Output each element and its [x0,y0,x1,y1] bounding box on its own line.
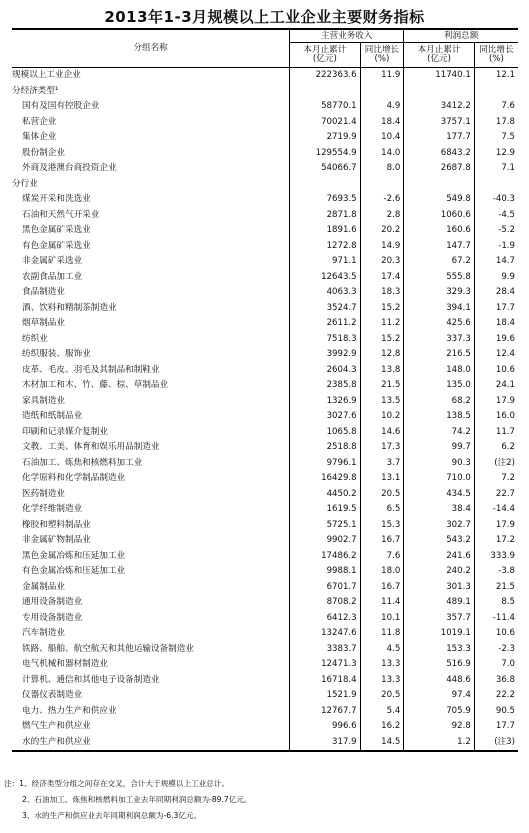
profit-growth-cell: 17.7 [474,301,518,317]
revenue-growth-cell: 17.3 [360,440,404,456]
table-row [12,161,518,177]
row-name-cell: 木材加工和木、竹、藤、棕、草制品业 [22,380,169,391]
profit-growth-cell: 10.6 [474,363,518,379]
table-row [12,564,518,580]
profit-cum-cell: 710.0 [404,471,475,487]
profit-growth-header [474,43,518,68]
row-name-cell: 文教、工美、体育和娱乐用品制造业 [22,442,160,453]
profit-cum-cell: 6843.2 [404,146,475,162]
profit-cum-cell: 1019.1 [404,626,475,642]
revenue-cum-cell: 13247.6 [290,626,361,642]
revenue-cum-cell [290,84,361,100]
revenue-growth-cell: 13.8 [360,363,404,379]
revenue-cum-cell: 5725.1 [290,518,361,534]
row-name-cell: 医药制造业 [22,488,65,499]
profit-growth-cell: 19.6 [474,332,518,348]
row-name-cell: 纺织业 [22,333,48,344]
revenue-cum-cell: 222363.6 [290,68,361,84]
profit-growth-cell: 333.9 [474,549,518,565]
revenue-growth-cell: 18.0 [360,564,404,580]
table-row [12,270,518,286]
revenue-growth-cell: 11.4 [360,595,404,611]
revenue-growth-header [360,43,404,68]
profit-cum-cell: 516.9 [404,657,475,673]
profit-cum-cell: 434.5 [404,487,475,503]
profit-growth-cell: 7.0 [474,657,518,673]
revenue-cum-cell: 70021.4 [290,115,361,131]
revenue-growth-cell: 15.2 [360,301,404,317]
profit-growth-cell: 36.8 [474,673,518,689]
row-name-cell: 股份制企业 [22,147,65,158]
row-name-cell: 分经济类型¹ [12,85,59,96]
revenue-cum-cell: 54066.7 [290,161,361,177]
footnotes [4,776,524,824]
revenue-growth-cell: 6.5 [360,502,404,518]
profit-growth-cell: 17.9 [474,394,518,410]
revenue-cum-cell: 12767.7 [290,704,361,720]
table-row [12,580,518,596]
row-name-cell: 燃气生产和供应业 [22,721,91,732]
revenue-cum-cell: 129554.9 [290,146,361,162]
revenue-growth-cell: 4.9 [360,99,404,115]
revenue-cum-cell: 2604.3 [290,363,361,379]
table-row [12,487,518,503]
revenue-growth-cell: 4.5 [360,642,404,658]
profit-cum-cell: 74.2 [404,425,475,441]
profit-cum-header [404,43,475,68]
revenue-cum-cell: 8708.2 [290,595,361,611]
revenue-cum-cell: 1065.8 [290,425,361,441]
profit-cum-cell: 241.6 [404,549,475,565]
table-row [12,316,518,332]
row-name-cell: 皮革、毛皮、羽毛及其制品和制鞋业 [22,364,160,375]
profit-growth-cell: 8.5 [474,595,518,611]
table-row [12,254,518,270]
profit-growth-cell: 90.5 [474,704,518,720]
table-row [12,673,518,689]
row-name-cell: 石油和天然气开采业 [22,209,100,220]
table-row [12,456,518,472]
table-row [12,146,518,162]
table-row [12,719,518,735]
revenue-growth-cell: 12.8 [360,347,404,363]
row-name-cell: 仪器仪表制造业 [22,690,83,701]
cum-label-line1: 本月止累计 [303,45,347,56]
profit-cum-cell: 302.7 [404,518,475,534]
revenue-growth-cell: 10.1 [360,611,404,627]
revenue-cum-cell: 2518.8 [290,440,361,456]
table-row [12,347,518,363]
profit-cum-cell: 92.8 [404,719,475,735]
revenue-cum-cell: 3524.7 [290,301,361,317]
table-row [12,301,518,317]
revenue-growth-cell: 14.0 [360,146,404,162]
revenue-cum-cell: 7693.5 [290,192,361,208]
row-name-cell: 家具制造业 [22,395,65,406]
footnote-2: 2、石油加工、炼焦和核燃料加工业去年同期利润总额为-89.7亿元。 [22,795,252,804]
profit-growth-cell: 22.7 [474,487,518,503]
revenue-growth-cell: 5.4 [360,704,404,720]
table-row [12,177,518,193]
revenue-growth-cell: 8.0 [360,161,404,177]
profit-growth-cell: -2.3 [474,642,518,658]
revenue-growth-cell: 13.5 [360,394,404,410]
revenue-growth-cell [360,84,404,100]
row-name-cell: 非金属矿物制品业 [22,535,91,546]
table-row [12,208,518,224]
footnote-1: 注：1、经济类型分组之间存在交叉，合计大于规模以上工业总计。 [4,779,230,788]
revenue-group-header: 主营业务收入 [290,29,404,43]
table-row [12,518,518,534]
profit-cum-cell: 425.6 [404,316,475,332]
profit-group-header: 利润总额 [404,29,518,43]
revenue-cum-cell: 1891.6 [290,223,361,239]
row-name-cell: 造纸和纸制品业 [22,411,83,422]
row-name-cell: 水的生产和供应业 [12,735,290,752]
row-name-cell: 印刷和记录媒介复制业 [22,426,108,437]
profit-cum-cell [404,177,475,193]
group-name-header: 分组名称 [12,29,290,68]
profit-cum-cell: 394.1 [404,301,475,317]
profit-cum-cell: 68.2 [404,394,475,410]
profit-growth-cell [474,177,518,193]
revenue-cum-cell: 1272.8 [290,239,361,255]
profit-growth-cell: 6.2 [474,440,518,456]
row-name-cell: 电力、热力生产和供应业 [22,705,117,716]
revenue-cum-cell: 1619.5 [290,502,361,518]
revenue-cum-cell: 1521.9 [290,688,361,704]
revenue-growth-cell: 11.9 [360,68,404,84]
revenue-cum-cell: 2611.2 [290,316,361,332]
profit-growth-cell: 7.5 [474,130,518,146]
table-row [12,611,518,627]
profit-cum-cell: 555.8 [404,270,475,286]
profit-cum-cell: 240.2 [404,564,475,580]
profit-cum-cell: 3757.1 [404,115,475,131]
revenue-growth-cell: 13.3 [360,657,404,673]
revenue-growth-cell: 10.2 [360,409,404,425]
profit-cum-cell: 216.5 [404,347,475,363]
table-row [12,363,518,379]
row-name-cell: 非金属矿采选业 [22,256,83,267]
revenue-cum-cell: 2871.8 [290,208,361,224]
revenue-growth-cell: 18.4 [360,115,404,131]
row-name-cell: 橡胶和塑料制品业 [22,519,91,530]
revenue-cum-cell: 317.9 [290,735,361,752]
profit-growth-cell: 7.1 [474,161,518,177]
profit-growth-cell: 7.2 [474,471,518,487]
table-row [12,99,518,115]
table-row [12,549,518,565]
profit-growth-cell: 17.9 [474,518,518,534]
table-row [12,502,518,518]
revenue-cum-cell: 1326.9 [290,394,361,410]
row-name-cell: 通用设备制造业 [22,597,83,608]
table-row [12,704,518,720]
table-row [12,378,518,394]
row-name-cell: 电气机械和器材制造业 [22,659,108,670]
profit-growth-cell: 22.2 [474,688,518,704]
table-body [12,68,518,752]
footnote-3: 3、水的生产和供应业去年同期利润总额为-6.3亿元。 [22,811,202,820]
revenue-growth-cell: 11.8 [360,626,404,642]
profit-cum-cell: 90.3 [404,456,475,472]
revenue-cum-cell: 996.6 [290,719,361,735]
revenue-cum-cell: 9796.1 [290,456,361,472]
revenue-growth-cell: 20.3 [360,254,404,270]
revenue-cum-cell: 6701.7 [290,580,361,596]
table-row [12,626,518,642]
table-row [12,394,518,410]
table-row [12,68,518,84]
row-name-cell: 汽车制造业 [22,628,65,639]
revenue-growth-cell: 3.7 [360,456,404,472]
revenue-growth-cell: 2.8 [360,208,404,224]
row-name-cell: 规模以上工业企业 [12,70,81,81]
table-row [12,471,518,487]
growth-label-line1: 同比增长 [479,45,514,56]
financial-indicators-table [12,28,518,752]
revenue-cum-cell: 2719.9 [290,130,361,146]
profit-growth-cell: 24.1 [474,378,518,394]
revenue-growth-cell: 15.2 [360,332,404,348]
profit-cum-cell: 329.3 [404,285,475,301]
table-row [12,285,518,301]
profit-cum-cell: 38.4 [404,502,475,518]
profit-growth-cell: 10.6 [474,626,518,642]
profit-growth-cell: 12.9 [474,146,518,162]
row-name-cell: 石油加工、炼焦和核燃料加工业 [22,457,143,468]
revenue-growth-cell: 14.9 [360,239,404,255]
profit-cum-cell: 160.6 [404,223,475,239]
profit-cum-cell: 448.6 [404,673,475,689]
row-name-cell: 专用设备制造业 [22,612,83,623]
revenue-cum-cell: 12471.3 [290,657,361,673]
table-row [12,425,518,441]
revenue-cum-cell: 971.1 [290,254,361,270]
table-row [12,440,518,456]
table-row [12,688,518,704]
table-row [12,735,518,752]
profit-growth-cell: -14.4 [474,502,518,518]
revenue-cum-cell: 58770.1 [290,99,361,115]
profit-cum-cell: 67.2 [404,254,475,270]
profit-growth-cell [474,84,518,100]
profit-cum-cell: 177.7 [404,130,475,146]
profit-growth-cell: -40.3 [474,192,518,208]
profit-growth-cell: 17.8 [474,115,518,131]
profit-growth-cell: 28.4 [474,285,518,301]
profit-cum-cell: 138.5 [404,409,475,425]
profit-cum-cell: 337.3 [404,332,475,348]
revenue-cum-cell: 12643.5 [290,270,361,286]
table-row [12,192,518,208]
table-row [12,533,518,549]
row-name-cell: 烟草制品业 [22,318,65,329]
table-row [12,223,518,239]
row-name-cell: 国有及国有控股企业 [22,101,100,112]
profit-growth-cell: -3.8 [474,564,518,580]
revenue-cum-cell: 17486.2 [290,549,361,565]
revenue-growth-cell: 17.4 [360,270,404,286]
table-row [12,130,518,146]
profit-growth-cell: 11.7 [474,425,518,441]
revenue-cum-cell: 4450.2 [290,487,361,503]
row-name-cell: 农副食品加工业 [22,271,83,282]
growth-label-line2: (%) [488,54,504,64]
revenue-growth-cell: 7.6 [360,549,404,565]
revenue-growth-cell [360,177,404,193]
profit-growth-cell: 12.1 [474,68,518,84]
row-name-cell: 计算机、通信和其他电子设备制造业 [22,674,160,685]
revenue-growth-cell: 21.5 [360,378,404,394]
revenue-cum-cell: 3383.7 [290,642,361,658]
page-title: 2013年1-3月规模以上工业企业主要财务指标 [104,8,425,26]
profit-cum-cell: 357.7 [404,611,475,627]
profit-growth-cell: -11.4 [474,611,518,627]
row-name-cell: 黑色金属矿采选业 [22,225,91,236]
revenue-growth-cell: 20.5 [360,688,404,704]
table-row [12,115,518,131]
revenue-cum-cell: 16718.4 [290,673,361,689]
profit-cum-cell: 2687.8 [404,161,475,177]
header-row-groups [12,29,518,43]
profit-cum-cell: 543.2 [404,533,475,549]
profit-cum-cell: 549.8 [404,192,475,208]
revenue-cum-cell: 7518.3 [290,332,361,348]
profit-growth-cell: 7.6 [474,99,518,115]
table-row [12,84,518,100]
profit-cum-cell: 301.3 [404,580,475,596]
row-name-cell: 有色金属冶炼和压延加工业 [22,566,126,577]
profit-growth-cell: 18.4 [474,316,518,332]
profit-cum-cell: 153.3 [404,642,475,658]
profit-growth-cell: -1.9 [474,239,518,255]
revenue-cum-cell: 16429.8 [290,471,361,487]
profit-cum-cell: 148.0 [404,363,475,379]
profit-growth-cell: 12.4 [474,347,518,363]
profit-growth-cell: (注2) [474,456,518,472]
profit-growth-cell: 17.2 [474,533,518,549]
table-row [12,657,518,673]
revenue-growth-cell: 13.1 [360,471,404,487]
revenue-growth-cell: 13.3 [360,673,404,689]
cum-label-line2: (亿元) [427,54,451,64]
revenue-growth-cell: 16.7 [360,580,404,596]
profit-cum-cell: 1060.6 [404,208,475,224]
revenue-cum-cell [290,177,361,193]
profit-cum-cell [404,84,475,100]
table-row [12,239,518,255]
row-name-cell: 集体企业 [22,132,57,143]
row-name-cell: 分行业 [12,178,38,189]
profit-growth-cell: 14.7 [474,254,518,270]
profit-growth-cell: 17.7 [474,719,518,735]
table-row [12,332,518,348]
row-name-cell: 铁路、船舶、航空航天和其他运输设备制造业 [22,643,194,654]
table-row [12,595,518,611]
revenue-cum-cell: 9902.7 [290,533,361,549]
profit-cum-cell: 11740.1 [404,68,475,84]
profit-growth-cell: -5.2 [474,223,518,239]
revenue-cum-cell: 9988.1 [290,564,361,580]
row-name-cell: 化学纤维制造业 [22,504,83,515]
row-name-cell: 食品制造业 [22,287,65,298]
profit-cum-cell: 3412.2 [404,99,475,115]
revenue-growth-cell: 14.6 [360,425,404,441]
profit-growth-cell: -4.5 [474,208,518,224]
revenue-growth-cell: 16.2 [360,719,404,735]
revenue-growth-cell: 20.2 [360,223,404,239]
growth-label-line1: 同比增长 [364,45,400,56]
revenue-cum-cell: 2385.8 [290,378,361,394]
profit-cum-cell: 705.9 [404,704,475,720]
revenue-growth-cell: 10.4 [360,130,404,146]
profit-growth-cell: 9.9 [474,270,518,286]
revenue-growth-cell: 11.2 [360,316,404,332]
row-name-cell: 黑色金属冶炼和压延加工业 [22,550,126,561]
profit-growth-cell: 16.0 [474,409,518,425]
profit-growth-cell: (注3) [474,735,518,752]
cum-label-line1: 本月止累计 [417,45,461,56]
cum-label-line2: (亿元) [312,54,337,64]
revenue-growth-cell: 18.3 [360,285,404,301]
row-name-cell: 外商及港澳台商投资企业 [22,163,117,174]
profit-growth-cell: 21.5 [474,580,518,596]
profit-cum-cell: 97.4 [404,688,475,704]
revenue-growth-cell: 15.3 [360,518,404,534]
revenue-growth-cell: -2.6 [360,192,404,208]
profit-cum-cell: 135.0 [404,378,475,394]
profit-cum-cell: 489.1 [404,595,475,611]
row-name-cell: 煤炭开采和洗选业 [22,194,91,205]
revenue-cum-cell: 3992.9 [290,347,361,363]
row-name-cell: 化学原料和化学制品制造业 [22,473,126,484]
revenue-cum-cell: 3027.6 [290,409,361,425]
growth-label-line2: (%) [374,54,390,64]
revenue-cum-cell: 6412.3 [290,611,361,627]
revenue-growth-cell: 20.5 [360,487,404,503]
profit-cum-cell: 1.2 [404,735,475,752]
profit-cum-cell: 147.7 [404,239,475,255]
row-name-cell: 有色金属矿采选业 [22,240,91,251]
row-name-cell: 纺织服装、服饰业 [22,349,91,360]
table-row [12,409,518,425]
revenue-cum-header [290,43,361,68]
revenue-growth-cell: 16.7 [360,533,404,549]
table-row [12,642,518,658]
row-name-cell: 金属制品业 [22,581,65,592]
row-name-cell: 酒、饮料和精制茶制造业 [22,302,117,313]
revenue-growth-cell: 14.5 [360,735,404,752]
profit-cum-cell: 99.7 [404,440,475,456]
row-name-cell: 私营企业 [22,116,57,127]
revenue-cum-cell: 4063.3 [290,285,361,301]
